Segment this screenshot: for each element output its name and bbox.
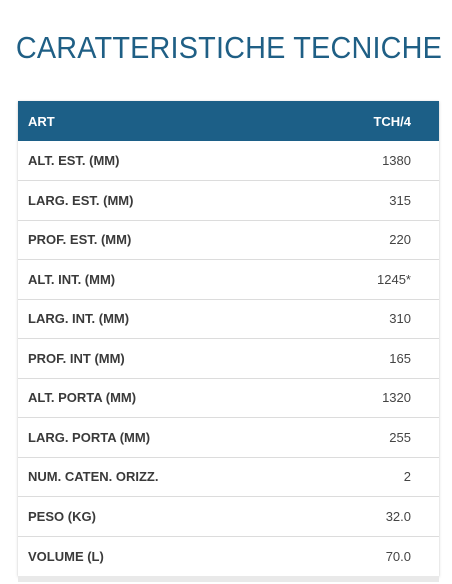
row-label: PROF. EST. (MM) <box>28 232 132 248</box>
row-label: PESO (KG) <box>28 508 96 524</box>
row-value: 315 <box>389 192 411 208</box>
row-value: 255 <box>389 429 411 445</box>
row-label: ALT. PORTA (MM) <box>28 390 137 406</box>
header-label-cell: ART <box>28 113 55 129</box>
row-value: 220 <box>389 232 411 248</box>
table-row <box>18 299 439 339</box>
row-label: ALT. EST. (MM) <box>28 153 120 168</box>
row-label: ALT. INT. (MM) <box>28 271 116 287</box>
row-label: LARG. EST. (MM) <box>28 192 134 208</box>
header-value-cell: TCH/4 <box>373 113 411 129</box>
table-row <box>18 181 439 221</box>
table-row <box>18 536 439 576</box>
table-row <box>18 378 439 418</box>
table-row <box>18 497 439 537</box>
table-row <box>18 457 439 497</box>
page-title: CARATTERISTICHE TECNICHE <box>15 29 443 65</box>
row-value: 1380 <box>382 153 411 168</box>
row-value: 1245* <box>377 271 411 287</box>
row-value: 165 <box>389 350 411 366</box>
row-value: 310 <box>389 311 411 327</box>
table-row <box>18 418 439 458</box>
row-label: LARG. INT. (MM) <box>28 311 130 327</box>
row-value: 2 <box>403 469 411 485</box>
row-label: PROF. INT (MM) <box>28 350 125 366</box>
row-label: LARG. PORTA (MM) <box>28 429 151 445</box>
specifications-table <box>18 101 439 576</box>
row-value: 32.0 <box>385 508 411 524</box>
row-value: 1320 <box>382 390 411 406</box>
row-value: 70.0 <box>385 548 411 564</box>
table-row <box>18 220 439 260</box>
table-row <box>18 141 439 181</box>
row-label: NUM. CATEN. ORIZZ. <box>28 469 159 485</box>
row-label: VOLUME (L) <box>28 548 104 564</box>
table-header-row <box>18 101 439 141</box>
table-bottom-divider <box>18 576 439 582</box>
table-row <box>18 260 439 300</box>
table-row <box>18 339 439 379</box>
